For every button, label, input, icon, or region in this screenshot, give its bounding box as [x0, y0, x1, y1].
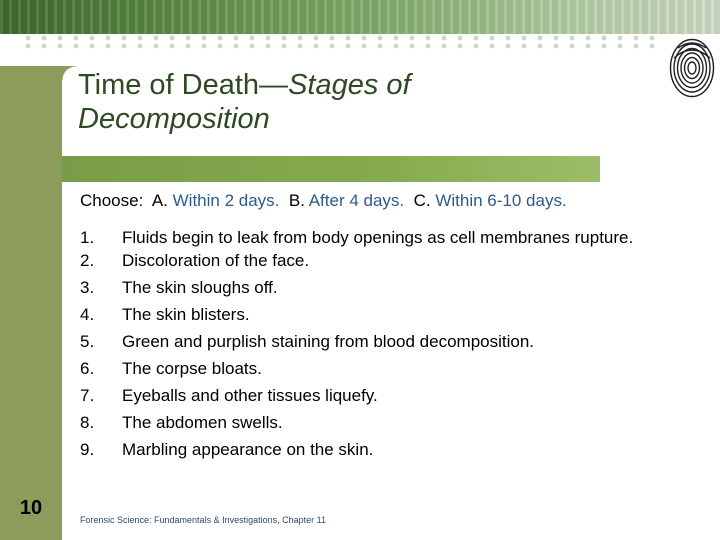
sidebar-corner [62, 66, 76, 80]
item-number: 8. [80, 413, 95, 432]
item-text: The skin blisters. [122, 305, 250, 324]
item-text: The abdomen swells. [122, 413, 283, 432]
item-text: Eyeballs and other tissues liquefy. [122, 386, 378, 405]
item-text: The skin sloughs off. [122, 278, 278, 297]
slide-number: 10 [19, 497, 43, 519]
header-banner [0, 0, 720, 34]
list-item [80, 412, 680, 434]
fingerprint-icon [668, 36, 716, 100]
stages-list [80, 227, 680, 466]
choose-line [80, 191, 567, 211]
option-c-text: Within 6-10 days. [435, 191, 567, 210]
title-main: Time of Death— [78, 69, 289, 101]
list-item [80, 331, 680, 353]
dot-pattern [20, 34, 660, 50]
title-italic-2: Decomposition [78, 103, 270, 135]
footer-citation: Forensic Science: Fundamentals & Investigations, Chapter 11 [80, 515, 326, 525]
item-text: Discoloration of the face. [122, 251, 310, 270]
item-number: 3. [80, 278, 95, 297]
item-number: 6. [80, 359, 95, 378]
item-text: Green and purplish staining from blood decomposition. [122, 332, 535, 351]
item-text: Marbling appearance on the skin. [122, 440, 374, 459]
option-a-text: Within 2 days. [172, 191, 280, 210]
list-item [80, 227, 680, 249]
item-number: 9. [80, 440, 95, 459]
option-a-letter: A. [151, 191, 168, 210]
list-item [80, 304, 680, 326]
item-number: 1. [80, 228, 95, 247]
item-number: 7. [80, 386, 95, 405]
choose-prefix: Choose: [80, 191, 144, 210]
option-b-letter: B. [288, 191, 305, 210]
banner-texture [0, 0, 720, 34]
list-item [80, 385, 680, 407]
slide-title [78, 68, 618, 136]
option-b-text: After 4 days. [308, 191, 405, 210]
item-number: 5. [80, 332, 95, 351]
left-sidebar [0, 66, 62, 540]
list-item [80, 439, 680, 461]
item-number: 4. [80, 305, 95, 324]
list-item [80, 250, 680, 272]
item-number: 2. [80, 251, 95, 270]
item-text: The corpse bloats. [122, 359, 262, 378]
title-underline-bar [62, 156, 600, 182]
title-italic-1: Stages of [288, 69, 411, 101]
list-item [80, 358, 680, 380]
option-c-letter: C. [413, 191, 431, 210]
list-item [80, 277, 680, 299]
item-text: Fluids begin to leak from body openings as cell membranes rupture. [122, 228, 634, 247]
